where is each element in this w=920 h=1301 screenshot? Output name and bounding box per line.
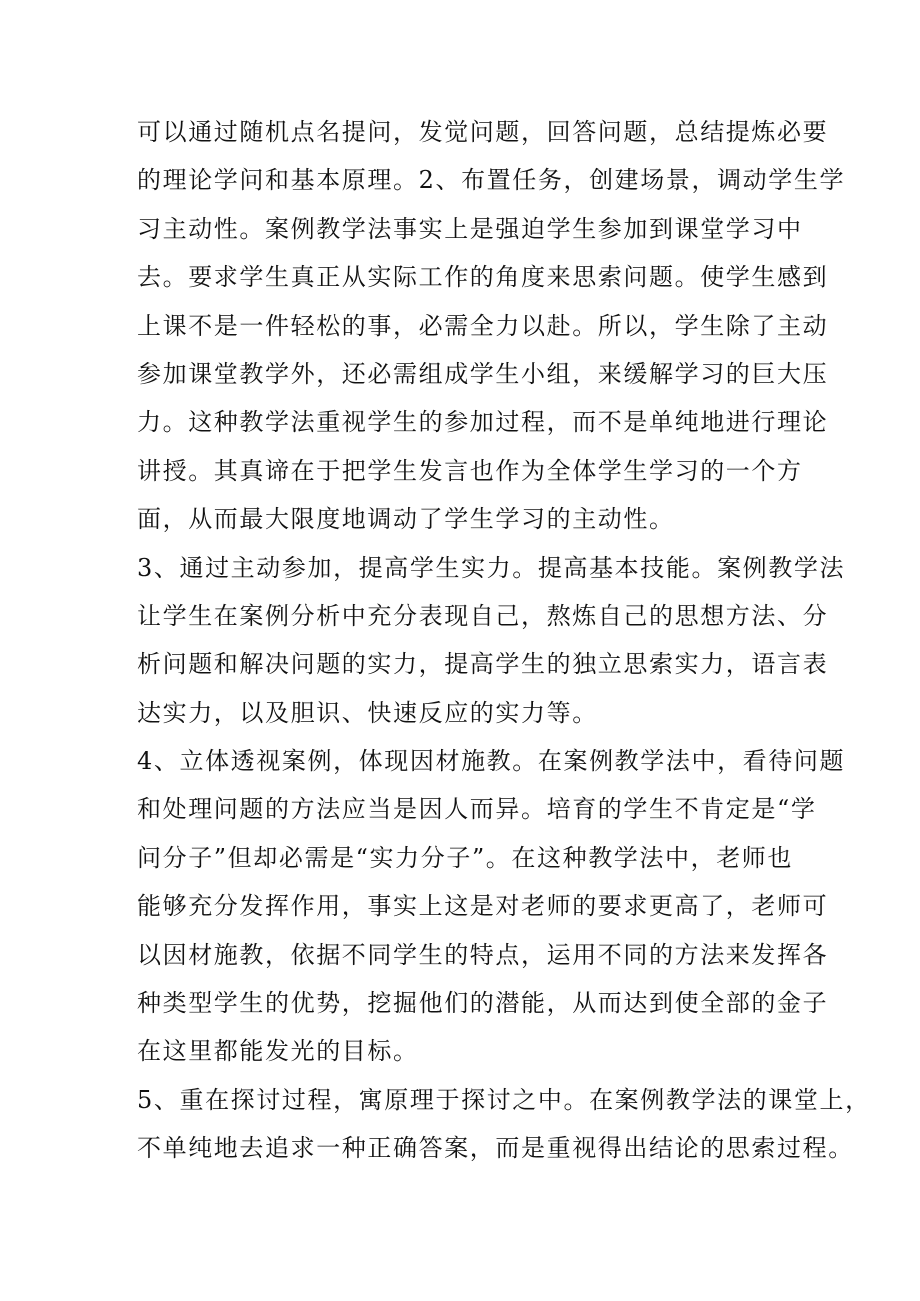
text-line: 以因材施教，依据不同学生的特点，运用不同的方法来发挥各 [137,940,829,969]
text-line: 习主动性。案例教学法事实上是强迫学生参加到课堂学习中 [137,214,803,243]
text-line: 问分子”但却必需是“实力分子”。在这种教学法中，老师也 [137,843,794,872]
text-line: 讲授。其真谛在于把学生发言也作为全体学生学习的一个方 [137,456,803,485]
text-line: 参加课堂教学外，还必需组成学生小组，来缓解学习的巨大压 [137,359,829,388]
text-line: 达实力，以及胆识、快速反应的实力等。 [137,698,598,727]
text-line: 让学生在案例分析中充分表现自己，熬炼自己的思想方法、分 [137,601,829,630]
body-text [137,108,871,1173]
text-line: 和处理问题的方法应当是因人而异。培育的学生不肯定是“学 [137,795,817,824]
text-line: 可以通过随机点名提问，发觉问题，回答问题，总结提炼必要 [137,118,829,146]
text-line: 力。这种教学法重视学生的参加过程，而不是单纯地进行理论 [137,408,829,437]
text-line: 5、重在探讨过程，寓原理于探讨之中。在案例教学法的课堂上， [137,1085,871,1114]
text-line: 去。要求学生真正从实际工作的角度来思索问题。使学生感到 [137,263,829,292]
text-line: 面，从而最大限度地调动了学生学习的主动性。 [137,505,675,534]
text-line: 能够充分发挥作用，事实上这是对老师的要求更高了，老师可 [137,892,829,921]
text-line: 在这里都能发光的目标。 [137,1037,419,1066]
text-line: 不单纯地去追求一种正确答案，而是重视得出结论的思索过程。 [137,1134,854,1163]
text-line: 3、通过主动参加，提高学生实力。提高基本技能。案例教学法 [137,553,846,582]
text-line: 的理论学问和基本原理。2、布置任务，创建场景，调动学生学 [137,166,846,195]
text-line: 析问题和解决问题的实力，提高学生的独立思索实力，语言表 [137,650,829,679]
text-line: 上课不是一件轻松的事，必需全力以赴。所以，学生除了主动 [137,311,829,340]
text-line: 种类型学生的优势，挖掘他们的潜能，从而达到使全部的金子 [137,989,829,1018]
text-line: 4、立体透视案例，体现因材施教。在案例教学法中，看待问题 [137,747,846,776]
